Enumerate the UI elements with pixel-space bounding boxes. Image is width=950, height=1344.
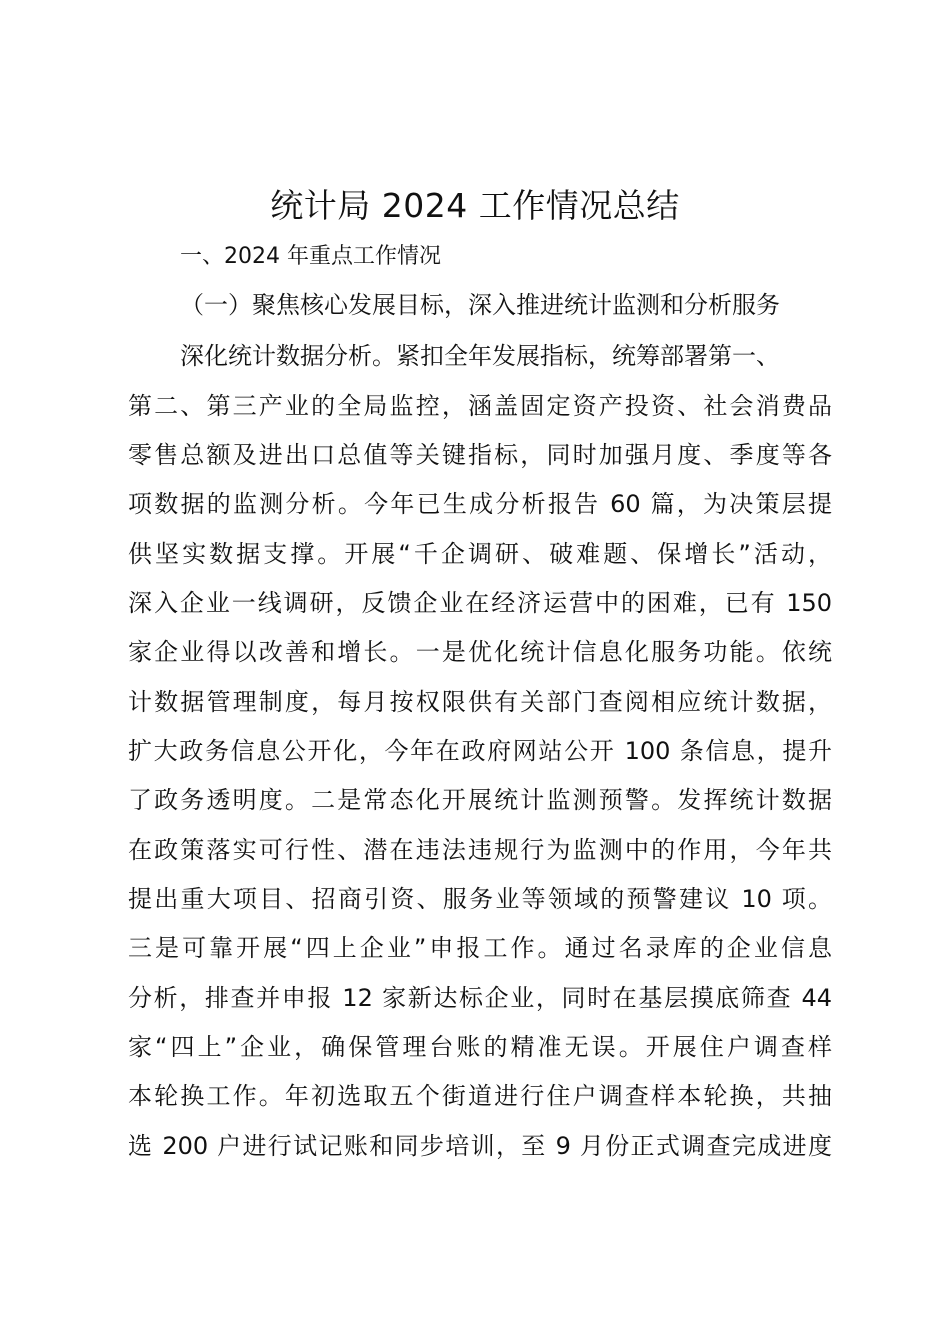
paragraph-line: 本轮换工作。年初选取五个街道进行住户调查样本轮换，共抽 (128, 1082, 832, 1110)
paragraph-line: 深入企业一线调研，反馈企业在经济运营中的困难，已有 150 (128, 589, 832, 617)
paragraph-line: 第二、第三产业的全局监控，涵盖固定资产投资、社会消费品 (128, 392, 832, 420)
subsection-heading: （一）聚焦核心发展目标，深入推进统计监测和分析服务 (180, 291, 780, 319)
paragraph-line: 扩大政务信息公开化，今年在政府网站公开 100 条信息，提升 (128, 737, 832, 765)
paragraph-line: 提出重大项目、招商引资、服务业等领域的预警建议 10 项。 (128, 885, 832, 913)
paragraph-line: 在政策落实可行性、潜在违法违规行为监测中的作用，今年共 (128, 836, 832, 864)
paragraph-line: 分析，排查并申报 12 家新达标企业，同时在基层摸底筛查 44 (128, 984, 832, 1012)
paragraph-line: 家“四上”企业，确保管理台账的精准无误。开展住户调查样 (128, 1033, 832, 1061)
paragraph-line: 深化统计数据分析。紧扣全年发展指标，统筹部署第一、 (180, 342, 780, 370)
paragraph-line: 计数据管理制度，每月按权限供有关部门查阅相应统计数据， (128, 688, 832, 716)
document-title: 统计局 2024 工作情况总结 (270, 186, 680, 225)
paragraph-line: 了政务透明度。二是常态化开展统计监测预警。发挥统计数据 (128, 786, 832, 814)
paragraph-line: 家企业得以改善和增长。一是优化统计信息化服务功能。依统 (128, 638, 832, 666)
section-heading: 一、2024 年重点工作情况 (180, 244, 441, 269)
paragraph-line: 三是可靠开展“四上企业”申报工作。通过名录库的企业信息 (128, 934, 832, 962)
paragraph-line: 供坚实数据支撑。开展“千企调研、破难题、保增长”活动， (128, 540, 832, 568)
paragraph-line: 项数据的监测分析。今年已生成分析报告 60 篇，为决策层提 (128, 490, 832, 518)
paragraph-line: 零售总额及进出口总值等关键指标，同时加强月度、季度等各 (128, 441, 832, 469)
paragraph-line: 选 200 户进行试记账和同步培训，至 9 月份正式调查完成进度 (128, 1132, 832, 1160)
